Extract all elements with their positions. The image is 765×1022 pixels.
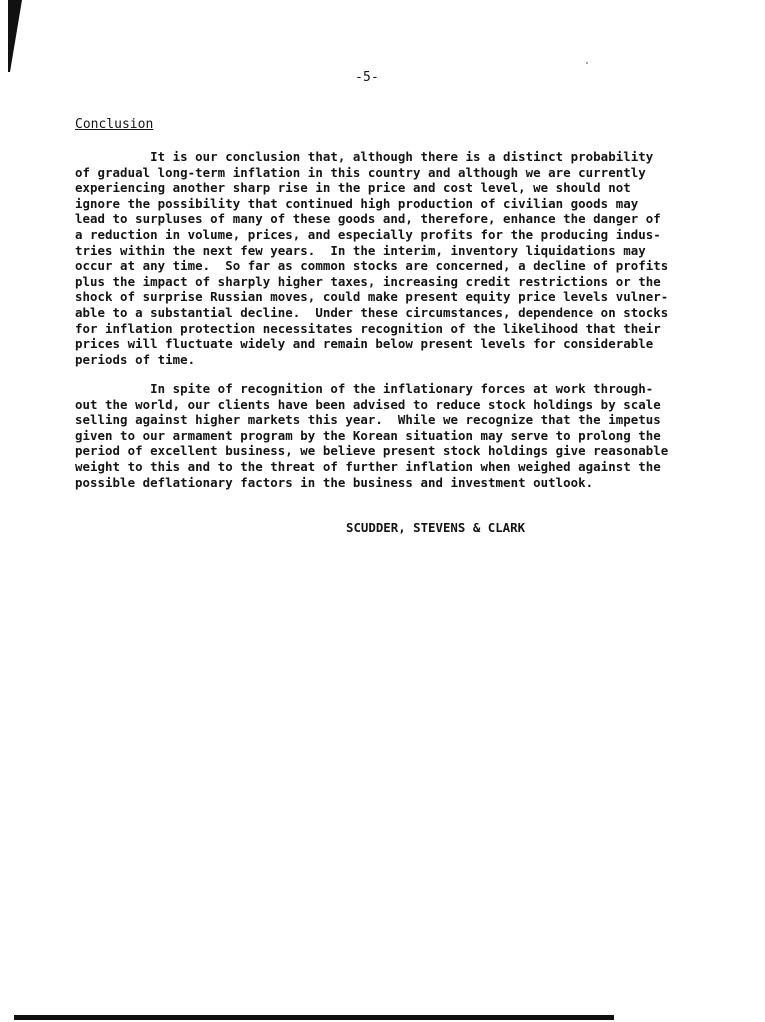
paragraph-line: able to a substantial decline. Under these circumstances, dependence on stocks (75, 305, 669, 320)
bottom-rule (14, 1015, 614, 1020)
paragraph-line: periods of time. (75, 351, 196, 367)
scan-speck (586, 62, 588, 64)
paragraph-line: possible deflationary factors in the business and investment outlook. (75, 474, 594, 490)
paragraph-line: plus the impact of sharply higher taxes, increasing credit restrictions or the (75, 273, 661, 289)
paragraph-line: shock of surprise Russian moves, could make present equity price levels vulner- (75, 289, 669, 305)
section-heading: Conclusion (75, 117, 154, 132)
paragraph-line: lead to surpluses of many of these goods and, therefore, enhance the danger of (75, 211, 661, 227)
paragraph-line: experiencing another sharp rise in the price and cost level, we should not (75, 180, 631, 196)
paragraph-line: out the world, our clients have been advised to reduce stock holdings by scale (75, 396, 661, 412)
paragraph-line: tries within the next few years. In the interim, inventory liquidations may (75, 242, 646, 258)
paragraph-line: for inflation protection necessitates recognition of the likelihood that their (75, 320, 661, 336)
signature: SCUDDER, STEVENS & CLARK (346, 520, 526, 535)
paragraph-line: period of excellent business, we believe present stock holdings give reasonable (75, 443, 669, 459)
paragraph-line: It is our conclusion that, although there is a distinct probability (75, 149, 654, 164)
corner-mark (8, 0, 22, 72)
paragraph-line: weight to this and to the threat of further inflation when weighed against the (75, 459, 661, 474)
page-number: -5- (355, 70, 380, 85)
paragraph-line: ignore the possibility that continued high production of civilian goods may (75, 195, 639, 211)
paragraph-line: a reduction in volume, prices, and especially profits for the producing indus- (75, 227, 661, 242)
paragraph-line: given to our armament program by the Korean situation may serve to prolong the (75, 427, 661, 443)
paragraph-line: of gradual long-term inflation in this country and although we are currently (75, 164, 646, 180)
paragraph-line: selling against higher markets this year. While we recognize that the impetus (75, 412, 661, 428)
paragraph-line: prices will fluctuate widely and remain below present levels for considerable (75, 336, 654, 352)
paragraph-line: In spite of recognition of the inflationary forces at work through- (75, 381, 654, 396)
paragraph-line: occur at any time. So far as common stocks are concerned, a decline of profits (75, 258, 669, 274)
